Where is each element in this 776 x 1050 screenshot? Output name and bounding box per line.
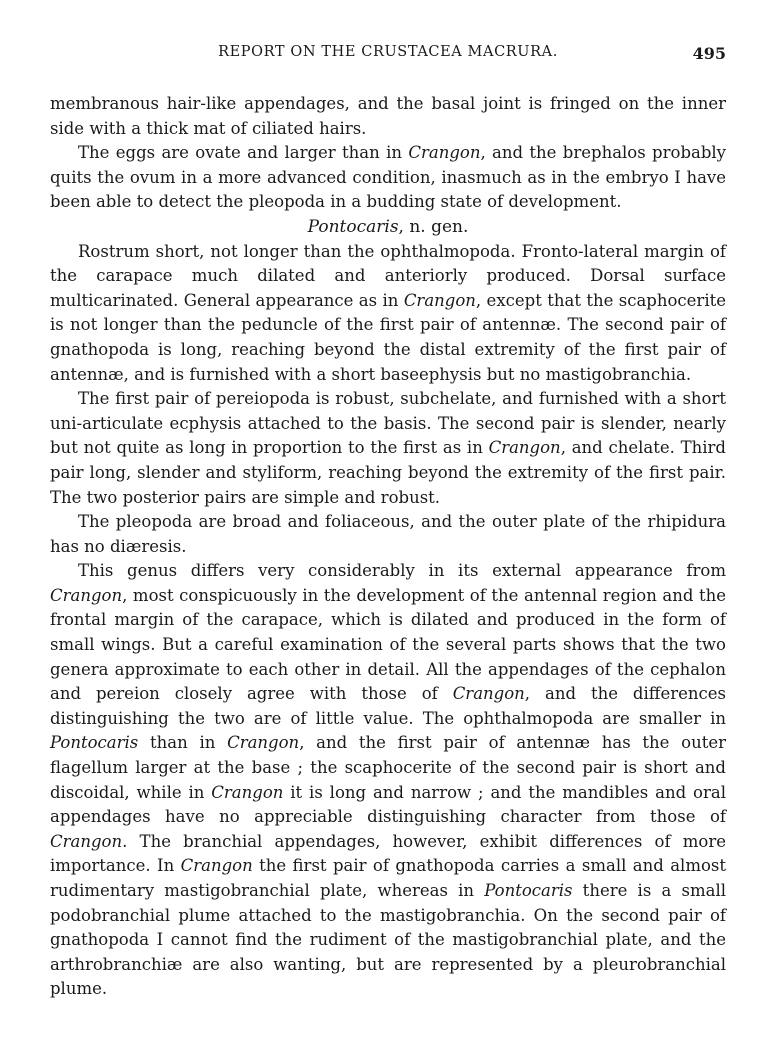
- paragraph-comparison: This genus differs very considerably in its external appearance from Crangon, most conspicuously in the development of the antennal region and the frontal margin of the carapace, which is dilated and produced in the form of small wings. But a careful examination of the several parts shows that the two genera approximate to each other in detail. All the appendages of the cephalon and pereion closely agree with those of Crangon, and the differences distinguishing the two are of little value. The ophthalmopoda are smaller in Pontocaris than in Crangon, and the first pair of antennæ has the outer flagellum larger at the base ; the scaphocerite of the second pair is short and discoidal, while in Crangon it is long and narrow ; and the mandibles and oral appendages have no appreciable distinguishing character from those of Crangon. The branchial appendages, however, exhibit differences of more importance. In Crangon the first pair of gnathopoda carries a small and almost rudimentary mastigobranchial plate, whereas in Pontocaris there is a small podobranchial plume attached to the mastigobranchia. On the second pair of gnathopoda I cannot find the rudiment of the mastigobranchial plate, and the arthrobranchiæ are also wanting, but are represented by a pleurobranchial plume.: [50, 561, 727, 999]
- genus-name: Crangon: [211, 782, 284, 802]
- genus-name: Crangon: [403, 290, 476, 310]
- genus-name: Crangon: [408, 143, 481, 163]
- genus-name: Crangon: [452, 684, 525, 704]
- running-title: REPORT ON THE CRUSTACEA MACRURA.: [218, 44, 558, 60]
- genus-name: Crangon: [50, 831, 123, 851]
- paragraph-pereiopoda: The first pair of pereiopoda is robust, subchelate, and furnished with a short uni-articulate ecphysis attached to the basis. The second pair is slender, nearly but not quite as long in proportion to the first as in Crangon, and chelate. Third pair long, slender and styliform, reaching beyond the extremity of the first pair. The two posterior pairs are simple and robust.: [50, 389, 726, 507]
- genus-heading: Pontocaris, n. gen.: [307, 216, 469, 237]
- genus-name: Crangon: [227, 733, 300, 753]
- genus-name: Crangon: [180, 856, 253, 876]
- paragraph-continuation: membranous hair-like appendages, and the basal joint is fringed on the inner side with a thick mat of ciliated hairs.: [50, 94, 726, 138]
- genus-name: Pontocaris: [484, 881, 573, 900]
- genus-name: Pontocaris: [50, 733, 139, 753]
- paragraph-pleopoda: The pleopoda are broad and foliaceous, and the outer plate of the rhipidura has no diæresis.: [50, 512, 726, 556]
- genus-heading-name: Pontocaris: [307, 216, 399, 237]
- genus-name: Crangon: [50, 585, 123, 605]
- genus-name: Crangon: [488, 438, 561, 458]
- page-number: 495: [692, 44, 726, 63]
- paragraph-diagnosis: Rostrum short, not longer than the ophthalmopoda. Fronto-lateral margin of the carapace much dilated and anteriorly produced. Dorsal surface multicarinated. General appearance as in Crangon, except that the scaphocerite is not longer than the peduncle of the first pair of antennæ. The second pair of gnathopoda is long, reaching beyond the distal extremity of the first pair of antennæ, and is furnished with a short baseephysis but no mastigobranchia.: [50, 241, 726, 384]
- body-text: [50, 92, 726, 1002]
- paragraph-eggs: The eggs are ovate and larger than in Crangon, and the brephalos probably quits the ovum in a more advanced condition, inasmuch as in the embryo I have been able to detect the pleopoda in a budding state of development.: [50, 143, 726, 212]
- running-header: [50, 44, 726, 68]
